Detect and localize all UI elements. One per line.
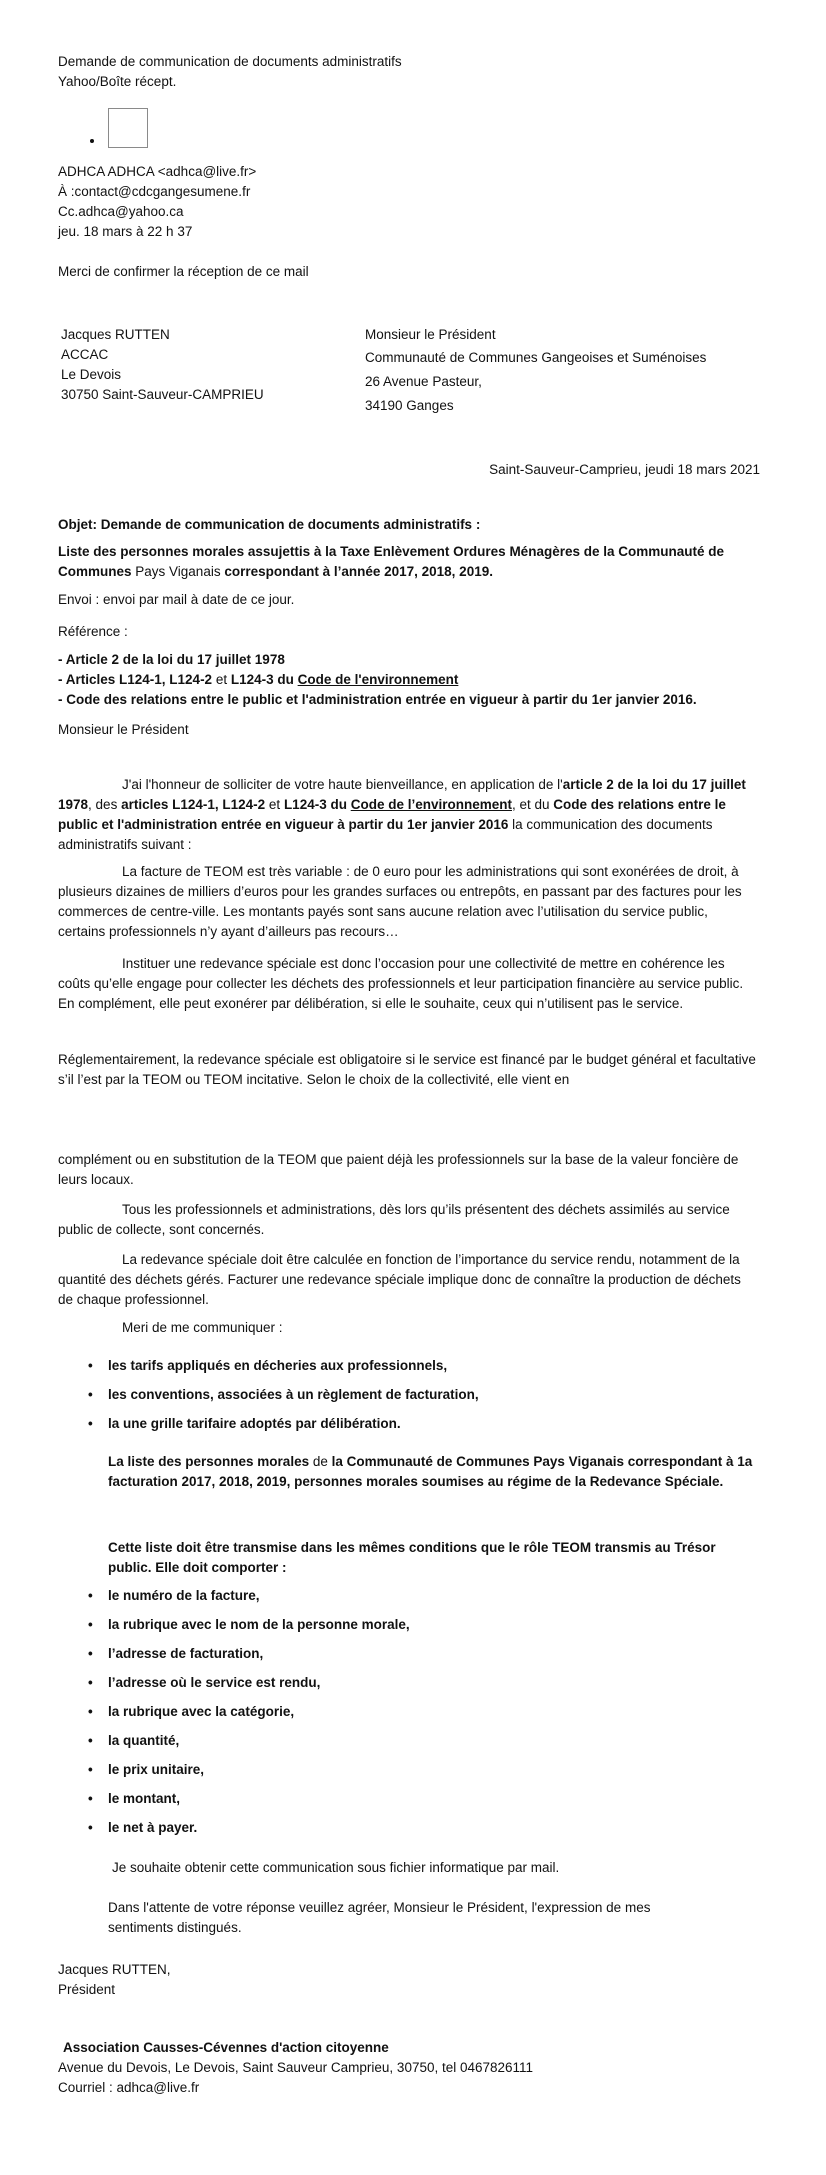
attente-paragraph: Dans l'attente de votre réponse veuillez agréer, Monsieur le Président, l'expression de mes sentiments distingués. — [108, 1900, 651, 1935]
select-checkbox[interactable] — [108, 108, 148, 148]
field-item — [88, 1789, 180, 1809]
intro-bold: article 2 de la loi du 17 juillet 1978 — [58, 777, 746, 812]
intro-text: , des — [88, 797, 122, 812]
reference-item-1: - Article 2 de la loi du 17 juillet 1978 — [58, 652, 285, 667]
recipient-line: Communauté de Communes Gangeoises et Suménoises — [365, 350, 707, 365]
bullet-icon: • — [88, 1704, 93, 1719]
object-line-1: Liste des personnes morales assujettis à la Taxe Enlèvement Ordures Ménagères de la Communauté de — [58, 544, 724, 559]
field-item-text: le montant, — [108, 1791, 181, 1806]
request-item-text: les conventions, associées à un règlement de facturation, — [108, 1387, 479, 1402]
field-item — [88, 1615, 410, 1635]
email-cc: Cc.adhca@yahoo.ca — [58, 204, 184, 219]
sender-line: 30750 Saint-Sauveur-CAMPRIEU — [61, 387, 264, 402]
email-date: jeu. 18 mars à 22 h 37 — [58, 224, 193, 239]
object-line-2-bold-a: Communes — [58, 564, 132, 579]
intro-paragraph — [58, 775, 758, 855]
field-item — [88, 1644, 263, 1664]
email-subject: Demande de communication de documents administratifs — [58, 54, 402, 69]
field-item-text: le prix unitaire, — [108, 1762, 205, 1777]
object-line-2 — [58, 562, 493, 582]
intro-text: J'ai l'honneur de solliciter de votre haute bienveillance, en application de l' — [122, 777, 563, 792]
email-note: Merci de confirmer la réception de ce mail — [58, 264, 309, 279]
reference-item-2-a: - Articles L124-1, L124-2 — [58, 672, 213, 687]
envoi-line: Envoi : envoi par mail à date de ce jour. — [58, 592, 295, 607]
reference-item-2 — [58, 670, 458, 690]
object-line-2-normal: Pays Viganais — [131, 564, 225, 579]
field-item-text: la rubrique avec le nom de la personne morale, — [108, 1617, 410, 1632]
reglement-paragraph-part-2: complément ou en substitution de la TEOM que paient déjà les professionnels sur la base de la valeur foncière de leurs locaux. — [58, 1152, 739, 1187]
liste-text: de — [312, 1454, 328, 1469]
field-item-text: l’adresse où le service est rendu, — [108, 1675, 321, 1690]
email-to: À :contact@cdcgangesumene.fr — [58, 184, 251, 199]
code-environnement-link[interactable]: Code de l'environnement — [297, 672, 459, 687]
field-item — [88, 1586, 260, 1606]
meri-line: Meri de me communiquer : — [122, 1320, 283, 1335]
request-item-text: les tarifs appliqués en décheries aux professionnels, — [108, 1358, 448, 1373]
liste-text: La liste des personnes morales — [108, 1454, 313, 1469]
calcul-paragraph: La redevance spéciale doit être calculée en fonction de l’importance du service rendu, notamment de la quantité des déchets gérés. Facturer une redevance spéciale implique donc de connaître la production de déchets de chaque professionnel. — [58, 1252, 741, 1307]
sender-line: Le Devois — [61, 367, 122, 382]
request-item — [88, 1356, 447, 1376]
instituer-paragraph: Instituer une redevance spéciale est donc l’occasion pour une collectivité de mettre en cohérence les coûts qu’elle engage pour collecter les déchets des professionnels et leur participation financière au service public. En complément, elle peut exonérer par délibération, si elle le souhaite, ceux qui n’utilisent pas le service. — [58, 956, 744, 1011]
reference-label: Référence : — [58, 624, 128, 639]
liste-paragraph — [108, 1452, 760, 1492]
request-item — [88, 1385, 479, 1405]
field-item-text: l’adresse de facturation, — [108, 1646, 264, 1661]
email-from: ADHCA ADHCA <adhca@live.fr> — [58, 164, 257, 179]
object-title: Objet: Demande de communication de documents administratifs : — [58, 517, 481, 532]
field-item-text: la quantité, — [108, 1733, 180, 1748]
reglement-paragraph-part-1: Réglementairement, la redevance spéciale est obligatoire si le service est financé par le budget général et facultative s’il l’est par la TEOM ou TEOM incitative. Selon le choix de la collectivité, elle vient en — [58, 1052, 756, 1087]
footer-email[interactable]: Courriel : adhca@live.fr — [58, 2080, 200, 2095]
intro-text: , et du — [512, 797, 554, 812]
bullet-icon: • — [88, 1387, 93, 1402]
bullet-icon: • — [88, 1762, 93, 1777]
salutation: Monsieur le Président — [58, 722, 189, 737]
field-item-text: la rubrique avec la catégorie, — [108, 1704, 295, 1719]
field-item — [88, 1673, 320, 1693]
bullet-icon: • — [88, 1646, 93, 1661]
field-item-text: le numéro de la facture, — [108, 1588, 260, 1603]
sender-line: Jacques RUTTEN — [61, 327, 170, 342]
field-item — [88, 1702, 294, 1722]
bullet-icon: • — [88, 1617, 93, 1632]
recipient-line: 34190 Ganges — [365, 398, 454, 413]
reference-item-2-c: L124-3 du — [230, 672, 298, 687]
place-date: Saint-Sauveur-Camprieu, jeudi 18 mars 2021 — [489, 462, 760, 477]
liste-text: la Communauté de Communes Pays Viganais correspondant à 1a facturation 2017, 2018, 2019, personnes morales soumises au régime de la Redevance Spéciale. — [108, 1454, 753, 1489]
bullet-icon: • — [88, 1733, 93, 1748]
field-item — [88, 1818, 197, 1838]
bullet-icon: • — [88, 1358, 93, 1373]
intro-text: et — [265, 797, 284, 812]
intro-bold: Code des relations entre le public et l'administration entrée en vigueur à partir du 1er janvier 2016 — [58, 797, 726, 832]
bullet-icon: • — [88, 1675, 93, 1690]
reference-item-3: - Code des relations entre le public et l'administration entrée en vigueur à partir du 1er janvier 2016. — [58, 692, 697, 707]
bullet-dot — [90, 139, 94, 143]
recipient-line: Monsieur le Président — [365, 327, 496, 342]
sender-line: ACCAC — [61, 347, 109, 362]
request-item-text: la une grille tarifaire adoptés par délibération. — [108, 1416, 401, 1431]
code-environnement-link[interactable]: Code de l’environnement — [350, 797, 512, 812]
signature-name: Jacques RUTTEN, — [58, 1962, 171, 1977]
bullet-icon: • — [88, 1416, 93, 1431]
field-item-text: le net à payer. — [108, 1820, 198, 1835]
field-item — [88, 1760, 204, 1780]
reference-item-2-b: et — [212, 672, 231, 687]
transmise-paragraph: Cette liste doit être transmise dans les mêmes conditions que le rôle TEOM transmis au Trésor public. Elle doit comporter : — [108, 1540, 716, 1575]
recipient-line: 26 Avenue Pasteur, — [365, 374, 482, 389]
footer-address: Avenue du Devois, Le Devois, Saint Sauveur Camprieu, 30750, tel 0467826111 — [58, 2060, 534, 2075]
bullet-icon: • — [88, 1588, 93, 1603]
intro-bold: L124-3 du — [283, 797, 351, 812]
fichier-line: Je souhaite obtenir cette communication sous fichier informatique par mail. — [112, 1860, 560, 1875]
tous-paragraph: Tous les professionnels et administrations, dès lors qu’ils présentent des déchets assimilés au service public de collecte, sont concernés. — [58, 1202, 730, 1237]
field-item — [88, 1731, 179, 1751]
footer-org: Association Causses-Cévennes d'action citoyenne — [63, 2040, 389, 2055]
email-folder[interactable]: Yahoo/Boîte récept. — [58, 74, 177, 89]
intro-text: la communication des documents administratifs suivant : — [58, 817, 713, 852]
request-item — [88, 1414, 401, 1434]
signature-title: Président — [58, 1982, 116, 1997]
object-line-2-bold-b: correspondant à l’année 2017, 2018, 2019. — [224, 564, 493, 579]
bullet-icon: • — [88, 1791, 93, 1806]
intro-bold: articles L124-1, L124-2 — [121, 797, 266, 812]
bullet-icon: • — [88, 1820, 93, 1835]
teom-paragraph: La facture de TEOM est très variable : de 0 euro pour les administrations qui sont exonérées de droit, à plusieurs dizaines de milliers d’euros pour les grandes surfaces ou entrepôts, en passant par des factures pour les commerces de centre-ville. Les montants payés sont sans aucune relation avec l’utilisation du service public, certains professionnels n’y ayant d’ailleurs pas recours… — [58, 864, 742, 939]
